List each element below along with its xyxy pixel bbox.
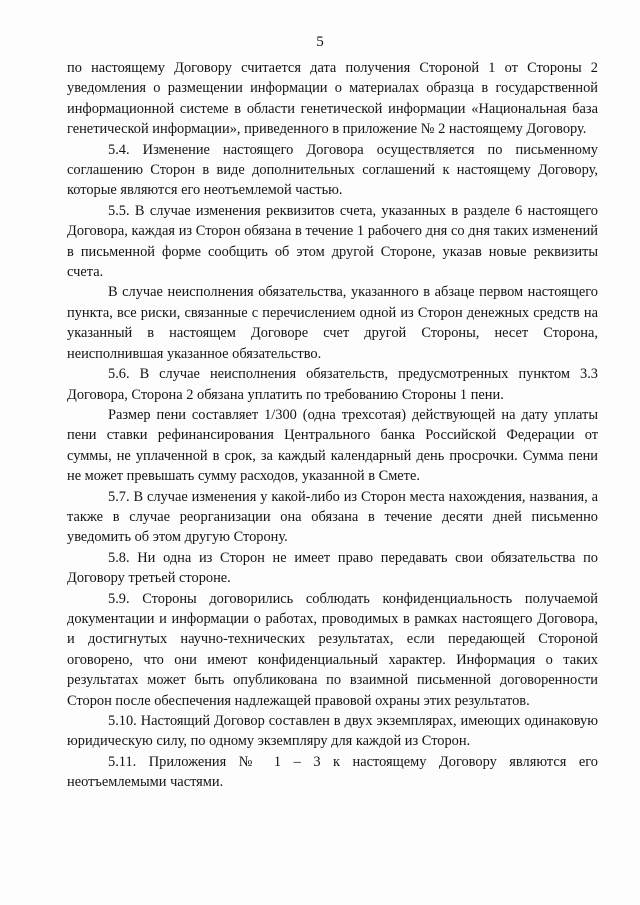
paragraph-5-7: 5.7. В случае изменения у какой-либо из Сторон места нахождения, названия, а также в случае реорганизации она обязана в течение десяти дней письменно уведомить об этом другую Сторону. — [67, 488, 598, 546]
paragraph-5-10: 5.10. Настоящий Договор составлен в двух экземплярах, имеющих одинаковую юридическую силу, по одному экземпляру для каждой из Сторон. — [67, 713, 598, 750]
paragraph-5-9: 5.9. Стороны договорились соблюдать конфиденциальность получаемой документации и информации о работах, проводимых в рамках настоящего Договора, и достигнутых научно-технических результатах, если передающей Стороной оговорено, что они имеют конфиденциальный характер. Информация о таких результатах может быть опубликована по взаимной письменной договоренности Сторон после обеспечения надлежащей правовой охраны этих результатов. — [67, 590, 598, 709]
page-number: 5 — [316, 34, 324, 50]
paragraph-5-5-second: В случае неисполнения обязательства, указанного в абзаце первом настоящего пункта, все риски, связанные с перечислением одной из Сторон денежных средств на указанный в настоящем Договоре счет другой Стороны, несет Сторона, неисполнившая указанное обязательство. — [67, 284, 598, 362]
paragraph-5-8: 5.8. Ни одна из Сторон не имеет право передавать свои обязательства по Договору третьей стороне. — [67, 549, 598, 587]
paragraph-5-6-second: Размер пени составляет 1/300 (одна трехсотая) действующей на дату уплаты пени ставки рефинансирования Центрального банка Российской Федерации от суммы, не уплаченной в срок, за каждый календарный день просрочки. Сумма пени не может превышать сумму расходов, указанной в Смете. — [67, 406, 598, 485]
paragraph-5-11: 5.11. Приложения № 1 – 3 к настоящему Договору являются его неотъемлемыми частями. — [67, 753, 598, 791]
paragraph-5-5: 5.5. В случае изменения реквизитов счета, указанных в разделе 6 настоящего Договора, каждая из Сторон обязана в течение 1 рабочего дня со дня таких изменений в письменной форме сообщить об этом другой Стороне, указав новые реквизиты счета. — [67, 202, 598, 281]
paragraph-5-6: 5.6. В случае неисполнения обязательств, предусмотренных пунктом 3.3 Договора, Сторона 2 обязана уплатить по требованию Стороны 1 пени. — [67, 366, 598, 403]
paragraph-continuation: по настоящему Договору считается дата получения Стороной 1 от Стороны 2 уведомления о размещении информации о материалах образца в государственной информационной системе в области генетической информации «Национальная база генетической информации», приведенного в приложение № 2 настоящему Договору. — [67, 60, 598, 138]
paragraph-5-4: 5.4. Изменение настоящего Договора осуществляется по письменному соглашению Сторон в виде дополнительных соглашений к настоящему Договору, которые являются его неотъемлемой частью. — [67, 141, 598, 199]
document-body — [67, 58, 598, 793]
